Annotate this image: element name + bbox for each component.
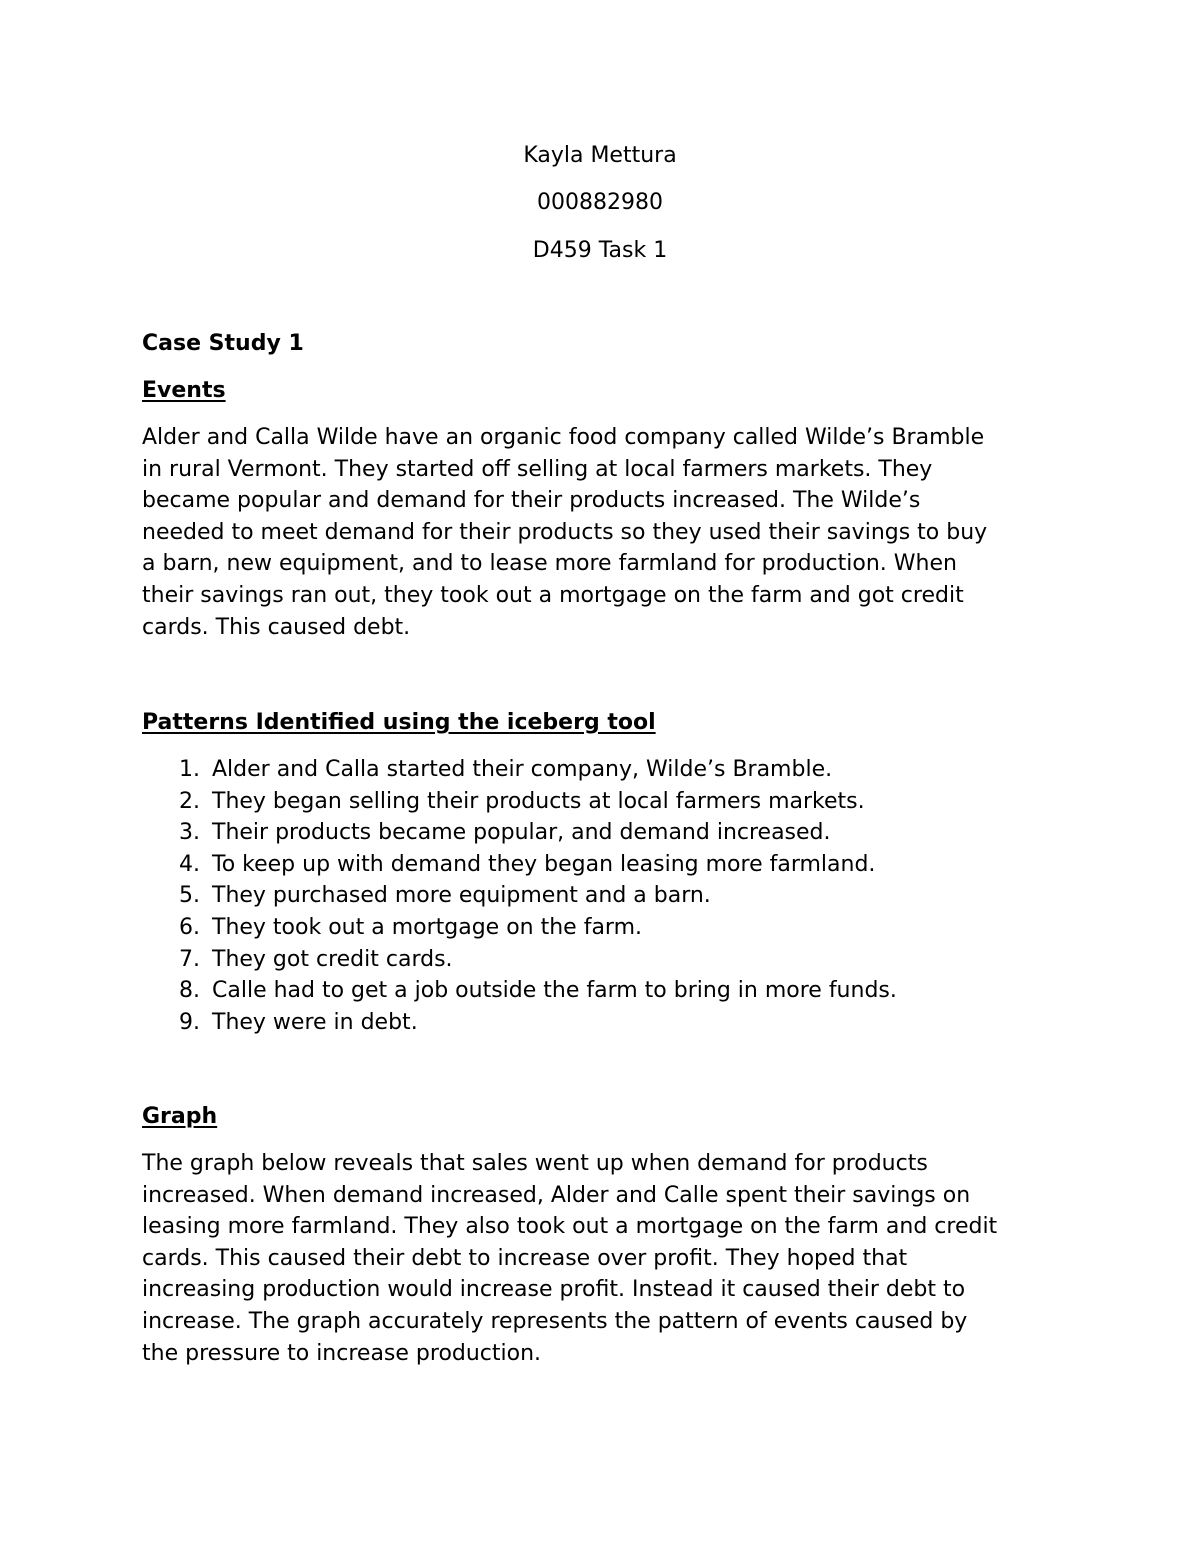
events-line: cards. This caused debt. [142,614,411,640]
list-number: 3. [179,820,200,846]
list-item [142,944,1062,976]
graph-heading: Graph [142,1104,218,1129]
list-text: To keep up with demand they began leasing more farmland. [212,851,876,877]
list-item [142,880,1062,912]
graph-line: increase. The graph accurately represents the pattern of events caused by [142,1308,968,1334]
events-line: Alder and Calla Wilde have an organic food company called Wilde’s Bramble [142,425,985,450]
list-number: 2. [179,788,200,814]
author-name: Kayla Mettura [523,143,677,168]
list-item [142,975,1062,1007]
list-item [142,786,1062,818]
patterns-list [142,754,1062,1038]
list-item [142,817,1062,849]
list-number: 6. [179,914,200,940]
events-heading: Events [142,378,226,403]
list-number: 5. [179,883,200,909]
student-id: 000882980 [537,190,663,215]
list-number: 4. [179,851,200,877]
list-text: Alder and Calla started their company, Wilde’s Bramble. [212,757,833,782]
list-number: 7. [179,946,200,972]
list-text: They were in debt. [212,1009,418,1035]
graph-line: increased. When demand increased, Alder and Calle spent their savings on [142,1182,971,1208]
graph-line: The graph below reveals that sales went up when demand for products [142,1151,928,1176]
list-text: Their products became popular, and demand increased. [212,820,831,846]
graph-line: increasing production would increase profit. Instead it caused their debt to [142,1277,966,1303]
events-line: became popular and demand for their products increased. The Wilde’s [142,488,921,514]
patterns-heading: Patterns Identified using the iceberg tool [142,710,656,735]
list-item [142,912,1062,944]
list-text: They purchased more equipment and a barn. [212,883,711,909]
list-text: Calle had to get a job outside the farm to bring in more funds. [212,978,897,1004]
list-number: 8. [179,978,200,1004]
events-line: needed to meet demand for their products so they used their savings to buy [142,519,988,545]
case-study-title: Case Study 1 [142,331,304,356]
graph-line: leasing more farmland. They also took out a mortgage on the farm and credit [142,1214,998,1240]
events-line: in rural Vermont. They started off selling at local farmers markets. They [142,456,933,482]
list-item [142,849,1062,881]
course-task: D459 Task 1 [532,238,668,263]
events-paragraph [142,422,1062,643]
list-text: They took out a mortgage on the farm. [212,914,643,940]
list-text: They began selling their products at local farmers markets. [212,788,865,814]
list-item [142,1007,1062,1039]
list-item [142,754,1062,786]
list-number: 1. [179,757,200,782]
list-number: 9. [179,1009,200,1035]
graph-line: the pressure to increase production. [142,1340,542,1366]
events-line: a barn, new equipment, and to lease more farmland for production. When [142,551,957,577]
graph-line: cards. This caused their debt to increase over profit. They hoped that [142,1245,908,1271]
events-line: their savings ran out, they took out a mortgage on the farm and got credit [142,582,964,608]
graph-paragraph [142,1148,1062,1369]
list-text: They got credit cards. [212,946,453,972]
